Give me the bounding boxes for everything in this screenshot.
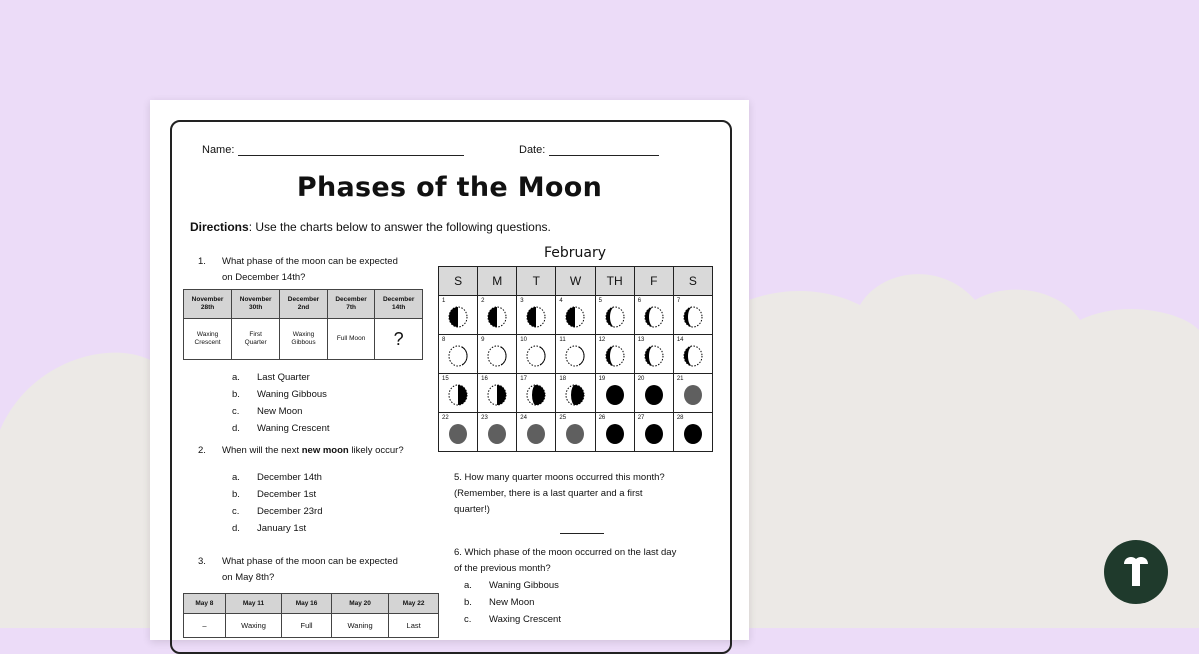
q1-table-header-cell: [232, 290, 280, 319]
q1-phase-table: [183, 289, 423, 360]
calendar-day-cell: [478, 374, 517, 413]
q1-table-header-text: November: [239, 296, 272, 303]
moon-phase-icon: [605, 423, 625, 445]
q1-table-value-text: ?: [393, 329, 404, 349]
q1-table-value-cell: [375, 319, 423, 360]
calendar-day-header: T: [517, 267, 556, 296]
calendar-day-cell: [595, 296, 634, 335]
moon-phase-icon: [605, 384, 625, 406]
calendar-day-cell: [673, 296, 712, 335]
page-title: Phases of the Moon: [296, 172, 603, 203]
calendar-day-cell: [439, 374, 478, 413]
calendar-day-cell: [673, 374, 712, 413]
moon-phase-icon: [644, 345, 664, 367]
q2-number: 2.: [198, 445, 206, 456]
name-line: [238, 144, 464, 156]
q1-option-text: Waning Gibbous: [257, 389, 327, 400]
calendar-day-number: 6: [637, 298, 642, 304]
calendar-day-cell: [439, 335, 478, 374]
q1-option-letter: c.: [232, 406, 240, 417]
directions: [190, 220, 551, 234]
moon-phase-icon: [565, 345, 585, 367]
q1-table-value-text: Gibbous: [291, 339, 316, 346]
q1-options: [232, 372, 330, 440]
calendar-day-cell: [595, 413, 634, 452]
moon-phase-icon: [526, 345, 546, 367]
calendar-week-row: [439, 413, 713, 452]
q1-option-letter: a.: [232, 372, 240, 383]
q1-number: 1.: [198, 256, 206, 267]
calendar-day-cell: [556, 413, 595, 452]
q6-option: [464, 614, 561, 631]
calendar-day-cell: [634, 374, 673, 413]
moon-phase-icon: [487, 384, 507, 406]
calendar-day-number: 2: [481, 298, 485, 304]
q1-table-header-text: December: [382, 296, 415, 303]
q5-line3: quarter!): [454, 504, 490, 515]
moon-phase-icon: [565, 306, 585, 328]
calendar-day-number: 10: [520, 337, 527, 343]
calendar-day-number: 1: [442, 298, 446, 304]
q1-option: [232, 423, 330, 440]
calendar-day-number: 16: [481, 376, 488, 382]
q2-option-letter: a.: [232, 472, 240, 483]
calendar-day-number: 21: [676, 376, 684, 382]
calendar-day-number: 7: [676, 298, 681, 304]
q1-table-value-row: [184, 319, 423, 360]
q6-options: [464, 580, 561, 631]
calendar-week-row: [439, 296, 713, 335]
moon-phase-icon: [448, 423, 468, 445]
q6-text: [454, 545, 676, 577]
q3-table-value-cell: Last: [389, 614, 439, 638]
q1-table-header-text: 7th: [346, 304, 356, 311]
q2-option-text: December 23rd: [257, 506, 323, 517]
q3-table-header-cell: May 16: [282, 594, 332, 614]
calendar-day-number: 27: [637, 415, 645, 421]
q3-table-value-cell: Full: [282, 614, 332, 638]
q1-option: [232, 389, 330, 406]
moon-phase-icon: [526, 423, 546, 445]
calendar-day-header: S: [439, 267, 478, 296]
calendar-week-row: [439, 374, 713, 413]
moon-phase-icon: [605, 306, 625, 328]
q1-table-header-cell: [184, 290, 232, 319]
moon-phase-icon: [487, 423, 507, 445]
calendar-day-number: 4: [559, 298, 563, 304]
q3-table-header-cell: May 11: [225, 594, 281, 614]
q6-option: [464, 597, 561, 614]
q3-table-value-cell: Waning: [331, 614, 388, 638]
q6-option-text: Waning Gibbous: [489, 580, 559, 591]
calendar-day-number: 23: [481, 415, 488, 421]
calendar-day-cell: [634, 296, 673, 335]
q6-option-letter: a.: [464, 580, 472, 591]
q3-table-value-cell: –: [184, 614, 226, 638]
moon-phase-icon: [565, 423, 585, 445]
q1-table-value-text: Crescent: [194, 339, 221, 346]
calendar-day-number: 17: [520, 376, 527, 382]
q2-option-letter: b.: [232, 489, 240, 500]
q1-table-header-text: December: [287, 296, 320, 303]
calendar-day-cell: [439, 296, 478, 335]
q6-line2: of the previous month?: [454, 563, 551, 574]
q2-text-bold: new moon: [301, 445, 349, 456]
calendar-day-cell: [634, 335, 673, 374]
calendar-day-cell: [556, 374, 595, 413]
q1-option-letter: b.: [232, 389, 240, 400]
calendar-day-cell: [517, 413, 556, 452]
q6-option-text: New Moon: [489, 597, 535, 608]
q1-table-header-text: 30th: [248, 304, 263, 311]
q2-option-letter: c.: [232, 506, 240, 517]
calendar-day-number: 12: [598, 337, 606, 343]
calendar-day-cell: [556, 335, 595, 374]
calendar-day-cell: [478, 335, 517, 374]
q1-table-value-text: First: [249, 331, 262, 338]
q2-option-letter: d.: [232, 523, 240, 534]
q3-table-header-cell: May 8: [184, 594, 226, 614]
q1-table-value-text: Full Moon: [336, 335, 366, 342]
q5-line1: 5. How many quarter moons occurred this month?: [454, 472, 665, 483]
directions-text: : Use the charts below to answer the following questions.: [248, 220, 551, 234]
q1-option: [232, 406, 330, 423]
moon-phase-icon: [683, 345, 703, 367]
q1-table-value-cell: [184, 319, 232, 360]
q1-option-text: Waning Crescent: [257, 423, 330, 434]
calendar-day-number: 8: [442, 337, 446, 343]
q2-text: [222, 443, 404, 459]
q2-option: [232, 489, 322, 506]
directions-label: Directions: [190, 220, 249, 234]
moon-phase-icon: [448, 345, 468, 367]
q1-option-letter: d.: [232, 423, 240, 434]
calendar-day-number: 13: [637, 337, 645, 343]
moon-phase-icon: [644, 384, 664, 406]
moon-phase-icon: [605, 345, 625, 367]
moon-phase-icon: [526, 384, 546, 406]
q1-option-text: Last Quarter: [257, 372, 310, 383]
calendar-day-number: 22: [442, 415, 449, 421]
calendar-day-cell: [673, 335, 712, 374]
moon-calendar: [438, 266, 713, 452]
q1-table-header-cell: [280, 290, 328, 319]
q1-table-value-cell: [232, 319, 280, 360]
q3-date-table: [183, 593, 439, 638]
calendar-day-header: S: [673, 267, 712, 296]
calendar-day-number: 14: [676, 337, 684, 343]
calendar-day-header: F: [634, 267, 673, 296]
q1-table-header-text: 2nd: [297, 304, 310, 311]
q1-text-line2: on December 14th?: [222, 272, 306, 283]
q2-option: [232, 472, 322, 489]
date-field: [519, 144, 659, 156]
q6-option-letter: b.: [464, 597, 472, 608]
name-label: Name:: [202, 144, 235, 156]
calendar-day-cell: [556, 296, 595, 335]
moon-phase-icon: [487, 345, 507, 367]
q3-text-line2: on May 8th?: [222, 572, 275, 583]
q2-options: [232, 472, 322, 540]
calendar-day-cell: [517, 296, 556, 335]
q1-text: [222, 254, 398, 286]
q2-option-text: January 1st: [257, 523, 307, 534]
calendar-day-cell: [478, 296, 517, 335]
worksheet-page: [150, 100, 749, 640]
calendar-day-number: 20: [637, 376, 645, 382]
q6-option-text: Waxing Crescent: [489, 614, 561, 625]
q1-table-value-cell: [280, 319, 328, 360]
moon-phase-icon: [448, 306, 468, 328]
calendar-month: February: [543, 245, 607, 261]
q1-table-value-text: Waxing: [292, 331, 315, 338]
q2-option: [232, 523, 322, 540]
q3-number: 3.: [198, 556, 206, 567]
q1-table-header-cell: [375, 290, 423, 319]
name-field: [202, 144, 464, 156]
q5-line2: (Remember, there is a last quarter and a first: [454, 488, 643, 499]
teach-starter-logo-icon: [1104, 540, 1168, 604]
calendar-day-number: 24: [520, 415, 527, 421]
calendar-day-number: 18: [559, 376, 567, 382]
calendar-day-header: TH: [595, 267, 634, 296]
moon-phase-icon: [644, 423, 664, 445]
q1-table-header-text: 28th: [200, 304, 215, 311]
q2-option-text: December 14th: [257, 472, 322, 483]
q1-table-value-cell: [327, 319, 375, 360]
q1-table-header-text: December: [335, 296, 367, 303]
moon-phase-icon: [683, 423, 703, 445]
teach-starter-logo[interactable]: [1104, 540, 1168, 604]
moon-phase-icon: [487, 306, 507, 328]
q1-option-text: New Moon: [257, 406, 303, 417]
moon-phase-icon: [565, 384, 585, 406]
q1-text-line1: What phase of the moon can be expected: [222, 256, 398, 267]
q6-option-letter: c.: [464, 614, 472, 625]
q1-table-value-text: Quarter: [244, 339, 267, 346]
q3-text: [222, 554, 398, 586]
calendar-day-header: W: [556, 267, 595, 296]
calendar-day-cell: [634, 413, 673, 452]
q1-table-header-row: [184, 290, 423, 319]
calendar-day-header: M: [478, 267, 517, 296]
calendar-day-cell: [595, 335, 634, 374]
moon-phase-icon: [448, 384, 468, 406]
calendar-day-number: 9: [481, 337, 485, 343]
calendar-day-number: 3: [520, 298, 524, 304]
calendar-day-number: 15: [442, 376, 449, 382]
q1-table-header-cell: [327, 290, 375, 319]
calendar-day-cell: [478, 413, 517, 452]
moon-phase-icon: [644, 306, 664, 328]
q2-option: [232, 506, 322, 523]
q5-text: [454, 470, 665, 518]
date-label: Date:: [519, 144, 546, 156]
q2-option-text: December 1st: [257, 489, 317, 500]
q6-line1: 6. Which phase of the moon occurred on the last day: [454, 547, 677, 558]
q3-table-header-cell: May 22: [389, 594, 439, 614]
calendar-week-row: [439, 335, 713, 374]
q6-option: [464, 580, 561, 597]
q1-option: [232, 372, 330, 389]
q3-table-header-row: [184, 594, 439, 614]
moon-phase-icon: [526, 306, 546, 328]
moon-phase-icon: [683, 384, 703, 406]
calendar-day-number: 5: [598, 298, 602, 304]
q2-text-before: When will the next: [222, 445, 302, 456]
calendar-day-number: 28: [676, 415, 684, 421]
moon-phase-icon: [683, 306, 703, 328]
q3-table-value-row: [184, 614, 439, 638]
q3-text-line1: What phase of the moon can be expected: [222, 556, 398, 567]
q1-table-header-text: November: [191, 296, 224, 303]
q2-text-after: likely occur?: [348, 445, 404, 456]
q3-table-header-cell: May 20: [331, 594, 388, 614]
calendar-day-cell: [439, 413, 478, 452]
calendar-day-number: 19: [598, 376, 606, 382]
calendar-day-header-row: [439, 267, 713, 296]
calendar-day-number: 25: [559, 415, 567, 421]
calendar-day-cell: [673, 413, 712, 452]
date-line: [549, 144, 659, 156]
q1-table-value-text: Waxing: [196, 331, 219, 338]
calendar-day-number: 11: [559, 337, 566, 343]
calendar-day-number: 26: [598, 415, 606, 421]
q1-table-header-text: 14th: [392, 304, 406, 311]
calendar-day-cell: [517, 335, 556, 374]
calendar-day-cell: [517, 374, 556, 413]
calendar-day-cell: [595, 374, 634, 413]
q5-answer-line: [560, 533, 604, 534]
q3-table-value-cell: Waxing: [225, 614, 281, 638]
